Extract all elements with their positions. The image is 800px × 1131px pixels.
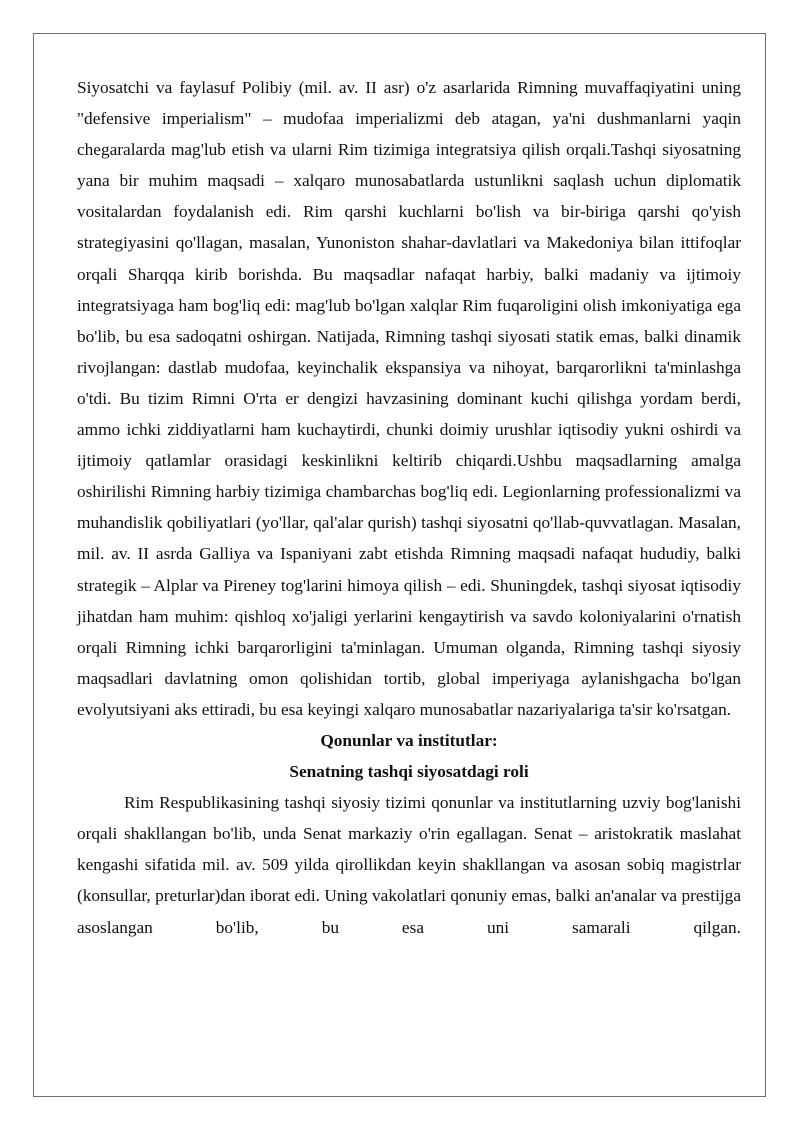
section-heading: Qonunlar va institutlar: xyxy=(320,730,498,750)
document-body xyxy=(77,72,741,943)
body-paragraph: Rim Respublikasining tashqi siyosiy tizimi qonunlar va institutlarning uzviy bog'lanishi orqali shakllangan bo'lib, unda Senat markaziy o'rin egallagan. Senat – aristokratik maslahat kengashi sifatida mil. av. 509 yilda qirollikdan keyin shakllangan va asosan sobiq magistrlar (konsullar, preturlar)dan iborat edi. Uning vakolatlari qonuniy emas, balki an'analar va prestijga asoslangan bo'lib, bu esa uni samarali qilgan. xyxy=(77,793,741,937)
body-paragraph: Siyosatchi va faylasuf Polibiy (mil. av. II asr) o'z asarlarida Rimning muvaffaqiyatini uning "defensive imperialism" – mudofaa imperializmi deb atagan, ya'ni dushmanlarni yaqin chegaralarda mag'lub etish va ularni Rim tizimiga integratsiya qilish orqali.Tashqi siyosatning yana bir muhim maqsadi – xalqaro munosabatlarda ustunlikni saqlash uchun diplomatik vositalardan foydalanish edi. Rim qarshi kuchlarni bo'lish va bir-biriga qarshi qo'yish strategiyasini qo'llagan, masalan, Yunoniston shahar-davlatlari va Makedoniya bilan ittifoqlar orqali Sharqqa kirib borishda. Bu maqsadlar nafaqat harbiy, balki madaniy va ijtimoiy integratsiyaga ham bog'liq edi: mag'lub bo'lgan xalqlar Rim fuqaroligini olish imkoniyatiga ega bo'lib, bu esa sadoqatni oshirgan. Natijada, Rimning tashqi siyosati statik emas, balki dinamik rivojlangan: dastlab mudofaa, keyinchalik ekspansiya va nihoyat, barqarorlikni ta'minlashga o'tdi. Bu tizim Rimni O'rta er dengizi havzasining dominant kuchi qilishga yordam berdi, ammo ichki ziddiyatlarni ham kuchaytirdi, chunki doimiy urushlar iqtisodiy yukni oshirdi va ijtimoiy qatlamlar orasidagi keskinlikni keltirib chiqardi.Ushbu maqsadlarning amalga oshirilishi Rimning harbiy tizimiga chambarchas bog'liq edi. Legionlarning professionalizmi va muhandislik qobiliyatlari (yo'llar, qal'alar qurish) tashqi siyosatni qo'llab-quvvatlagan. Masalan, mil. av. II asrda Galliya va Ispaniyani zabt etishda Rimning maqsadi nafaqat hududiy, balki strategik – Alplar va Pireney tog'larini himoya qilish – edi. Shuningdek, tashqi siyosat iqtisodiy jihatdan ham muhim: qishloq xo'jaligi yerlarini kengaytirish va savdo koloniyalarini o'rnatish orqali Rimning ichki barqarorligini ta'minlagan. Umuman olganda, Rimning tashqi siyosiy maqsadlari davlatning omon qolishidan tortib, global imperiyaga aylanishgacha bo'lgan evolyutsiyani aks ettiradi, bu esa keyingi xalqaro munosabatlar nazariyalariga ta'sir ko'rsatgan. xyxy=(77,78,741,719)
subsection-heading: Senatning tashqi siyosatdagi roli xyxy=(289,762,529,782)
